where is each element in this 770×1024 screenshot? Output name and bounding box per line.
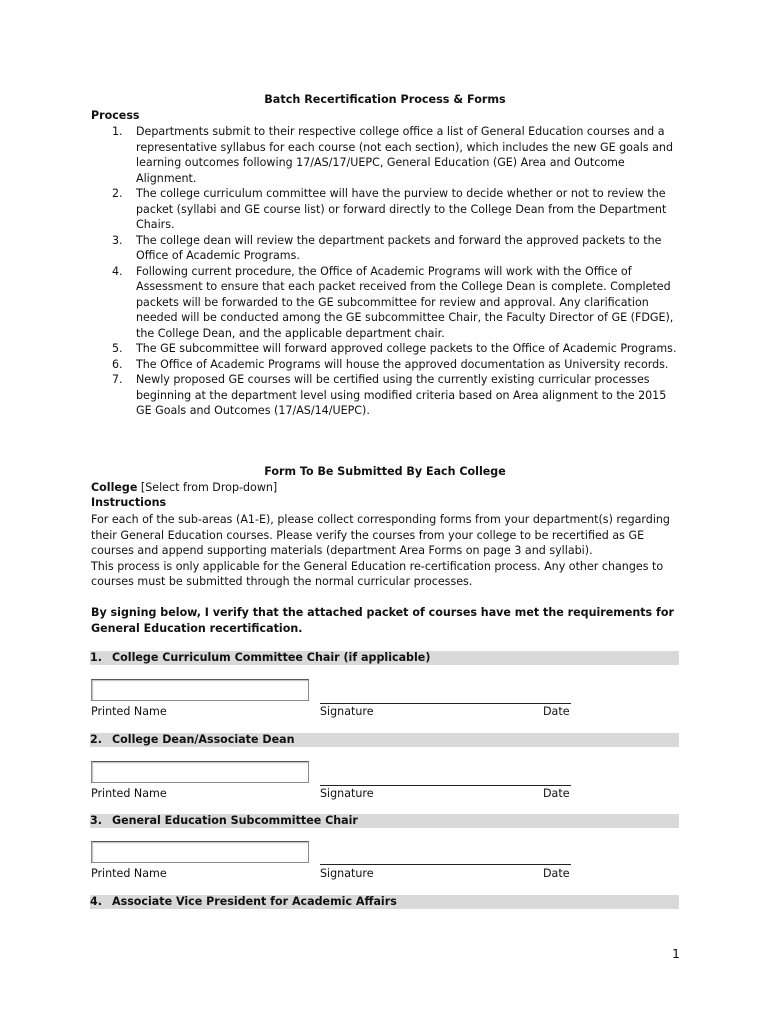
college-dropdown[interactable]: [Select from Drop-down] (140, 481, 278, 494)
list-item (91, 372, 683, 419)
certification-statement: By signing below, I verify that the attached packet of courses have met the requirements for General Education recertification. (91, 606, 674, 635)
section-number: 4. (90, 895, 102, 908)
list-item (91, 341, 683, 357)
section-title: General Education Subcommittee Chair (112, 814, 358, 827)
date-label: Date (543, 867, 570, 880)
printed-name-label: Printed Name (91, 705, 167, 718)
list-item (91, 357, 683, 373)
step-number: 7. (112, 373, 123, 386)
form-title: Form To Be Submitted By Each College (264, 465, 506, 478)
step-text: The GE subcommittee will forward approved college packets to the Office of Academic Programs. (136, 342, 677, 355)
list-item (91, 233, 683, 264)
step-text: The Office of Academic Programs will house the approved documentation as University records. (136, 357, 669, 371)
step-number: 6. (112, 357, 123, 371)
section-title: College Curriculum Committee Chair (if applicable) (112, 651, 431, 664)
section-number: 3. (90, 814, 102, 827)
printed-name-label: Printed Name (91, 787, 167, 800)
signature-line (320, 785, 571, 786)
step-number: 2. (112, 187, 123, 200)
step-text: Newly proposed GE courses will be certified using the currently existing curricular processes beginning at the department level using modified criteria based on Area alignment to the 2015 GE Goals and Outcomes (17/AS/14/UEPC). (136, 373, 667, 417)
process-steps (91, 124, 683, 419)
section-number: 1. (90, 651, 102, 664)
page-number: 1 (672, 946, 680, 961)
signature-label: Signature (320, 705, 374, 718)
section-title: Associate Vice President for Academic Affairs (112, 895, 397, 908)
section-title: College Dean/Associate Dean (112, 733, 295, 746)
college-field (91, 481, 277, 494)
printed-name-input[interactable] (91, 679, 309, 701)
printed-name-input[interactable] (91, 761, 309, 783)
printed-name-input[interactable] (91, 841, 309, 863)
process-heading: Process (91, 109, 140, 122)
section-header (90, 651, 679, 665)
step-number: 3. (112, 233, 123, 247)
signature-label: Signature (320, 867, 374, 880)
list-item (91, 124, 683, 186)
step-number: 4. (112, 264, 123, 278)
section-header (90, 733, 679, 747)
step-text: Following current procedure, the Office of Academic Programs will work with the Office of Assessment to ensure that each packet received from the College Dean is complete. Completed packets will be forwarded to the GE subcommittee for review and approval. Any clarification needed will be conducted among the GE subcommittee Chair, the Faculty Director of GE (FDGE), the College Dean, and the applicable department chair. (136, 264, 674, 340)
step-text: The college dean will review the department packets and forward the approved packets to the Office of Academic Programs. (136, 233, 662, 262)
step-number: 5. (112, 342, 123, 355)
signature-label: Signature (320, 787, 374, 800)
date-label: Date (543, 705, 570, 718)
document-title: Batch Recertification Process & Forms (264, 93, 506, 106)
list-item (91, 264, 683, 342)
section-header (90, 814, 679, 828)
instructions-paragraph: For each of the sub-areas (A1-E), please collect corresponding forms from your department(s) regarding their General Education courses. Please verify the courses from your college to be recertified as GE courses and append supporting materials (department Area Forms on page 3 and syllabi). (91, 513, 670, 557)
instructions-paragraph: This process is only applicable for the General Education re-certification process. Any other changes to courses must be submitted through the normal curricular processes. (91, 559, 664, 588)
instructions-heading: Instructions (91, 496, 167, 509)
signature-line (320, 864, 571, 865)
step-number: 1. (112, 125, 123, 138)
printed-name-label: Printed Name (91, 867, 167, 880)
signature-line (320, 703, 571, 704)
section-number: 2. (90, 733, 102, 746)
instructions-body (91, 512, 683, 590)
list-item (91, 186, 683, 233)
step-text: Departments submit to their respective college office a list of General Education courses and a representative syllabus for each course (not each section), which includes the new GE goals and learning outcomes following 17/AS/17/UEPC, General Education (GE) Area and Outcome Alignment. (136, 125, 674, 185)
college-label: College (91, 481, 138, 494)
section-header (90, 895, 679, 909)
date-label: Date (543, 787, 570, 800)
step-text: The college curriculum committee will have the purview to decide whether or not to review the packet (syllabi and GE course list) or forward directly to the College Dean from the Department Chairs. (136, 187, 667, 231)
